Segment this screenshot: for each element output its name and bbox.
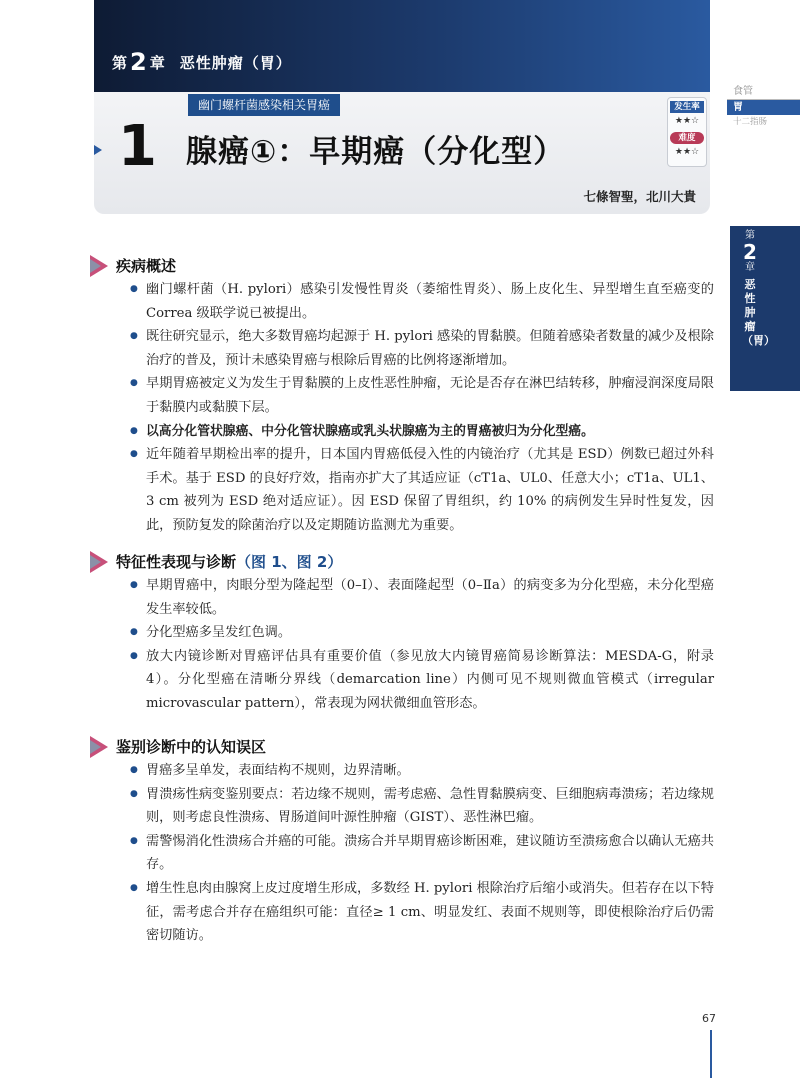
list-item: ● 需警惕消化性溃疡合并癌的可能。溃疡合并早期胃癌诊断困难，建议随访至溃疡愈合以确认无癌共存。 — [132, 830, 714, 877]
list-item: ● 以高分化管状腺癌、中分化管状腺癌或乳头状腺癌为主的胃癌被归为分化型癌。 — [132, 420, 714, 444]
side-index — [727, 84, 800, 130]
section-list-pitfalls — [132, 759, 714, 948]
authors: 七條智聖，北川大貴 — [583, 189, 696, 204]
section-marker-inner-icon — [90, 259, 101, 273]
side-index-esophagus[interactable]: 食管 — [727, 84, 800, 100]
side-chapter-number — [736, 230, 764, 274]
side-chapter-tab — [730, 226, 800, 391]
chapter-banner — [94, 0, 710, 92]
side-index-stomach[interactable]: 胃 — [727, 100, 800, 115]
list-item: ● 放大内镜诊断对胃癌评估具有重要价值（参见放大内镜胃癌简易诊断算法：MESDA-G，附录 4）。分化型癌在清晰分界线（demarcation line）内侧可见不规则微血管模式（irregular microvascular pattern），常表现为网状微细血管形态。 — [132, 645, 714, 716]
section-title: 特征性表现与诊断 — [116, 553, 237, 571]
page-number: 67 — [702, 1012, 716, 1025]
list-item: ● 早期胃癌中，肉眼分型为隆起型（0–Ⅰ）、表面隆起型（0–Ⅱa）的病变多为分化型癌，未分化型癌发生率较低。 — [132, 574, 714, 621]
difficulty-stars-icon: ★★☆ — [674, 147, 700, 157]
list-item: ● 增生性息肉由腺窝上皮过度增生形成，多数经 H. pylori 根除治疗后缩小或消失。但若存在以下特征，需考虑合并存在癌组织可能：直径≥ 1 cm、明显发红、表面不规则等，即使根除治疗后仍需密切随访。 — [132, 877, 714, 948]
page-title: 腺癌①：早期癌（分化型） — [186, 134, 566, 170]
chapter-label — [112, 48, 292, 76]
list-item: ● 胃癌多呈单发，表面结构不规则，边界清晰。 — [132, 759, 714, 783]
chapter-title: 恶性肿瘤（胃） — [179, 54, 292, 72]
chapter-number: 2 — [130, 48, 148, 76]
side-chapter-word: 第 — [745, 230, 755, 241]
side-chapter-num: 2 — [743, 240, 757, 264]
section-title: 疾病概述 — [116, 257, 177, 275]
list-item: ● 近年随着早期检出率的提升，日本国内胃癌低侵入性的内镜治疗（尤其是 ESD）例数已超过外科手术。基于 ESD 的良好疗效，指南亦扩大了其适应证（cT1a、UL0、任意大小；cT1a、UL1、3 cm 被列为 ESD 绝对适应证）。因 ESD 保留了胃组织，约 10% 的病例发生异时性复发，因此，预防复发的除菌治疗以及定期随访监测尤为重要。 — [132, 443, 714, 537]
section-marker-inner-icon — [90, 740, 101, 754]
incidence-label: 发生率 — [670, 101, 704, 113]
side-chapter-suffix: 章 — [745, 262, 755, 273]
difficulty-label: 难度 — [670, 132, 704, 144]
section-title: 鉴别诊断中的认知误区 — [116, 738, 267, 756]
section-heading-findings — [90, 551, 342, 573]
list-item: ● 既往研究显示，绝大多数胃癌均起源于 H. pylori 感染的胃黏膜。但随着感染者数量的减少及根除治疗的普及，预计未感染胃癌与根除后胃癌的比例将逐渐增加。 — [132, 325, 714, 372]
section-heading-pitfalls — [90, 736, 266, 758]
topic-tag: 幽门螺杆菌感染相关胃癌 — [188, 94, 340, 116]
section-list-overview — [132, 278, 714, 538]
list-item: ● 早期胃癌被定义为发生于胃黏膜的上皮性恶性肿瘤，无论是否存在淋巴结转移，肿瘤浸润深度局限于黏膜内或黏膜下层。 — [132, 372, 714, 419]
rating-box — [667, 97, 707, 167]
side-index-duodenum[interactable]: 十二指肠 — [733, 117, 768, 127]
list-item: ● 分化型癌多呈发红色调。 — [132, 621, 714, 645]
item-number: 1 — [118, 114, 157, 179]
side-chapter-title: 恶性肿瘤（胃） — [742, 278, 775, 347]
chapter-suffix: 章 — [149, 54, 166, 72]
figure-ref-link[interactable]: （图 1、图 2） — [236, 553, 343, 571]
section-heading-overview — [90, 255, 176, 277]
section-list-findings — [132, 574, 714, 716]
page-rule — [710, 1030, 712, 1078]
arrow-marker-icon — [94, 145, 102, 155]
list-item: ● 胃溃疡性病变鉴别要点：若边缘不规则，需考虑癌、急性胃黏膜病变、巨细胞病毒溃疡；若边缘规则，则考虑良性溃疡、胃肠道间叶源性肿瘤（GIST）、恶性淋巴瘤。 — [132, 783, 714, 830]
chapter-prefix: 第 — [112, 54, 129, 72]
list-item: ● 幽门螺杆菌（H. pylori）感染引发慢性胃炎（萎缩性胃炎）、肠上皮化生、异型增生直至癌变的Correa 级联学说已被提出。 — [132, 278, 714, 325]
incidence-stars-icon: ★★☆ — [674, 116, 700, 126]
section-marker-inner-icon — [90, 555, 101, 569]
